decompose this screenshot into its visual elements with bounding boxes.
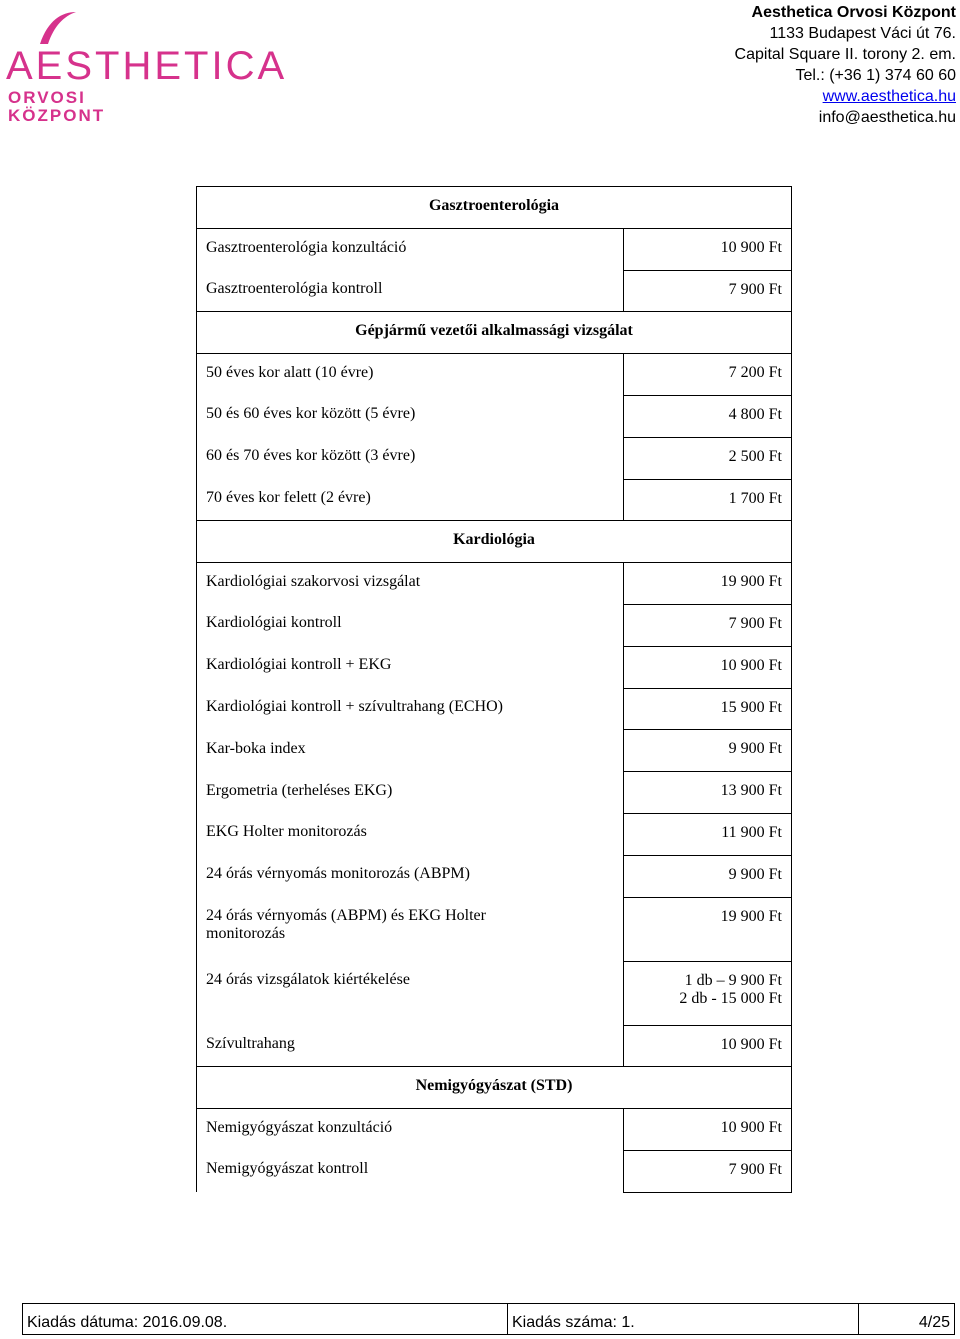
service-name	[197, 855, 624, 897]
service-name	[197, 1025, 624, 1067]
price-text: 9 900 Ft	[728, 865, 782, 883]
table-row	[197, 354, 792, 396]
logo-subtitle-line2: KÖZPONT	[8, 106, 106, 125]
section-title: Gasztroenterológia	[197, 187, 792, 229]
service-price	[624, 1109, 792, 1151]
service-price	[624, 479, 792, 521]
price-text: 11 900 Ft	[721, 823, 782, 841]
price-text: 19 900 Ft	[720, 907, 782, 925]
clinic-name: Aesthetica Orvosi Központ	[751, 4, 956, 21]
table-row	[197, 1109, 792, 1151]
price-text: 19 900 Ft	[720, 573, 782, 591]
section-header-row	[197, 187, 792, 229]
table-row	[197, 604, 792, 646]
section-header-row	[197, 521, 792, 563]
service-name	[197, 730, 624, 772]
service-name-text: 24 órás vizsgálatok kiértékelése	[206, 971, 410, 989]
price-text: 2 500 Ft	[728, 447, 782, 465]
service-name-text: Kardiológiai kontroll	[206, 614, 342, 632]
table-row	[197, 961, 792, 1025]
service-price	[624, 1150, 792, 1192]
logo-wordmark: AESTHETICA	[6, 44, 288, 88]
table-row	[197, 646, 792, 688]
service-price	[624, 228, 792, 270]
service-name-text: Szívultrahang	[206, 1035, 295, 1053]
table-row	[197, 1025, 792, 1067]
service-price	[624, 688, 792, 730]
service-name-text: 24 órás vérnyomás monitorozás (ABPM)	[206, 865, 470, 883]
price-text: 13 900 Ft	[720, 782, 782, 800]
service-name	[197, 395, 624, 437]
service-name-text: Kardiológiai kontroll + EKG	[206, 656, 392, 674]
aesthetica-logo	[4, 8, 304, 125]
service-price	[624, 563, 792, 605]
table-row	[197, 437, 792, 479]
service-name-text: 60 és 70 éves kor között (3 évre)	[206, 447, 416, 465]
table-row	[197, 228, 792, 270]
issue-number: Kiadás száma: 1.	[512, 1314, 635, 1331]
service-name-text: Ergometria (terheléses EKG)	[206, 781, 393, 799]
service-name-text: EKG Holter monitorozás	[206, 823, 367, 841]
service-name	[197, 646, 624, 688]
service-name	[197, 961, 624, 1025]
service-name-text: Gasztroenterológia kontroll	[206, 280, 383, 298]
service-name	[197, 563, 624, 605]
table-row	[197, 1150, 792, 1192]
service-name	[197, 354, 624, 396]
section-title: Kardiológia	[197, 521, 792, 563]
service-name-text: 50 és 60 éves kor között (5 évre)	[206, 405, 416, 423]
service-price	[624, 897, 792, 961]
table-row	[197, 897, 792, 961]
section-header-row	[197, 312, 792, 354]
service-price	[624, 730, 792, 772]
price-text: 1 db – 9 900 Ft	[684, 971, 782, 989]
service-name-text: 50 éves kor alatt (10 évre)	[206, 364, 374, 382]
service-name-text: Nemigyógyászat konzultáció	[206, 1119, 393, 1137]
section-header-row	[197, 1067, 792, 1109]
service-price	[624, 437, 792, 479]
table-row	[197, 772, 792, 814]
service-price	[624, 604, 792, 646]
service-name	[197, 228, 624, 270]
price-text: 7 200 Ft	[728, 364, 782, 382]
address-line2: Capital Square II. torony 2. em.	[734, 46, 956, 63]
price-text: 10 900 Ft	[720, 656, 782, 674]
service-price	[624, 646, 792, 688]
price-text: 9 900 Ft	[728, 740, 782, 758]
issue-date: Kiadás dátuma: 2016.09.08.	[27, 1314, 228, 1331]
service-price	[624, 813, 792, 855]
service-price	[624, 395, 792, 437]
price-text: 7 900 Ft	[728, 614, 782, 632]
service-price	[624, 772, 792, 814]
table-row	[197, 395, 792, 437]
price-text: 7 900 Ft	[728, 1160, 782, 1178]
price-text: 4 800 Ft	[728, 405, 782, 423]
service-name	[197, 772, 624, 814]
table-row	[197, 270, 792, 312]
website-link[interactable]: www.aesthetica.hu	[822, 88, 956, 105]
service-price	[624, 270, 792, 312]
service-name	[197, 479, 624, 521]
price-text: 7 900 Ft	[728, 280, 782, 298]
service-name-text-line2: monitorozás	[206, 925, 286, 943]
service-name-text: Kar-boka index	[206, 739, 306, 757]
service-name-text: 70 éves kor felett (2 évre)	[206, 489, 371, 507]
service-name	[197, 270, 624, 312]
address-line1: 1133 Budapest Váci út 76.	[769, 25, 956, 42]
email: info@aesthetica.hu	[818, 109, 956, 126]
service-name	[197, 1109, 624, 1151]
price-text: 10 900 Ft	[720, 1035, 782, 1053]
logo-subtitle-line1: ORVOSI	[8, 88, 86, 107]
price-table	[196, 186, 792, 1193]
service-name-text: Kardiológiai kontroll + szívultrahang (ECHO)	[206, 698, 503, 716]
service-name-text: Kardiológiai szakorvosi vizsgálat	[206, 573, 421, 591]
logo-swoosh-icon	[38, 10, 78, 46]
service-price	[624, 961, 792, 1025]
table-row	[197, 563, 792, 605]
table-row	[197, 813, 792, 855]
price-text: 1 700 Ft	[728, 489, 782, 507]
table-row	[197, 855, 792, 897]
table-row	[197, 479, 792, 521]
service-name	[197, 813, 624, 855]
section-title: Gépjármű vezetői alkalmassági vizsgálat	[197, 312, 792, 354]
table-row	[197, 688, 792, 730]
page-number: 4/25	[918, 1314, 950, 1331]
price-text-line2: 2 db - 15 000 Ft	[679, 989, 782, 1007]
page-footer	[22, 1303, 955, 1335]
contact-block	[735, 2, 956, 128]
service-name	[197, 897, 624, 961]
service-price	[624, 354, 792, 396]
phone: Tel.: (+36 1) 374 60 60	[795, 67, 956, 84]
service-name-text: Gasztroenterológia konzultáció	[206, 238, 407, 256]
service-name	[197, 604, 624, 646]
price-text: 10 900 Ft	[720, 238, 782, 256]
service-price	[624, 1025, 792, 1067]
price-text: 15 900 Ft	[720, 698, 782, 716]
service-name	[197, 1150, 624, 1192]
service-price	[624, 855, 792, 897]
table-row	[197, 730, 792, 772]
price-text: 10 900 Ft	[720, 1119, 782, 1137]
service-name	[197, 688, 624, 730]
service-name-text: Nemigyógyászat kontroll	[206, 1160, 369, 1178]
service-name-text: 24 órás vérnyomás (ABPM) és EKG Holter	[206, 907, 486, 925]
section-title: Nemigyógyászat (STD)	[197, 1067, 792, 1109]
service-name	[197, 437, 624, 479]
